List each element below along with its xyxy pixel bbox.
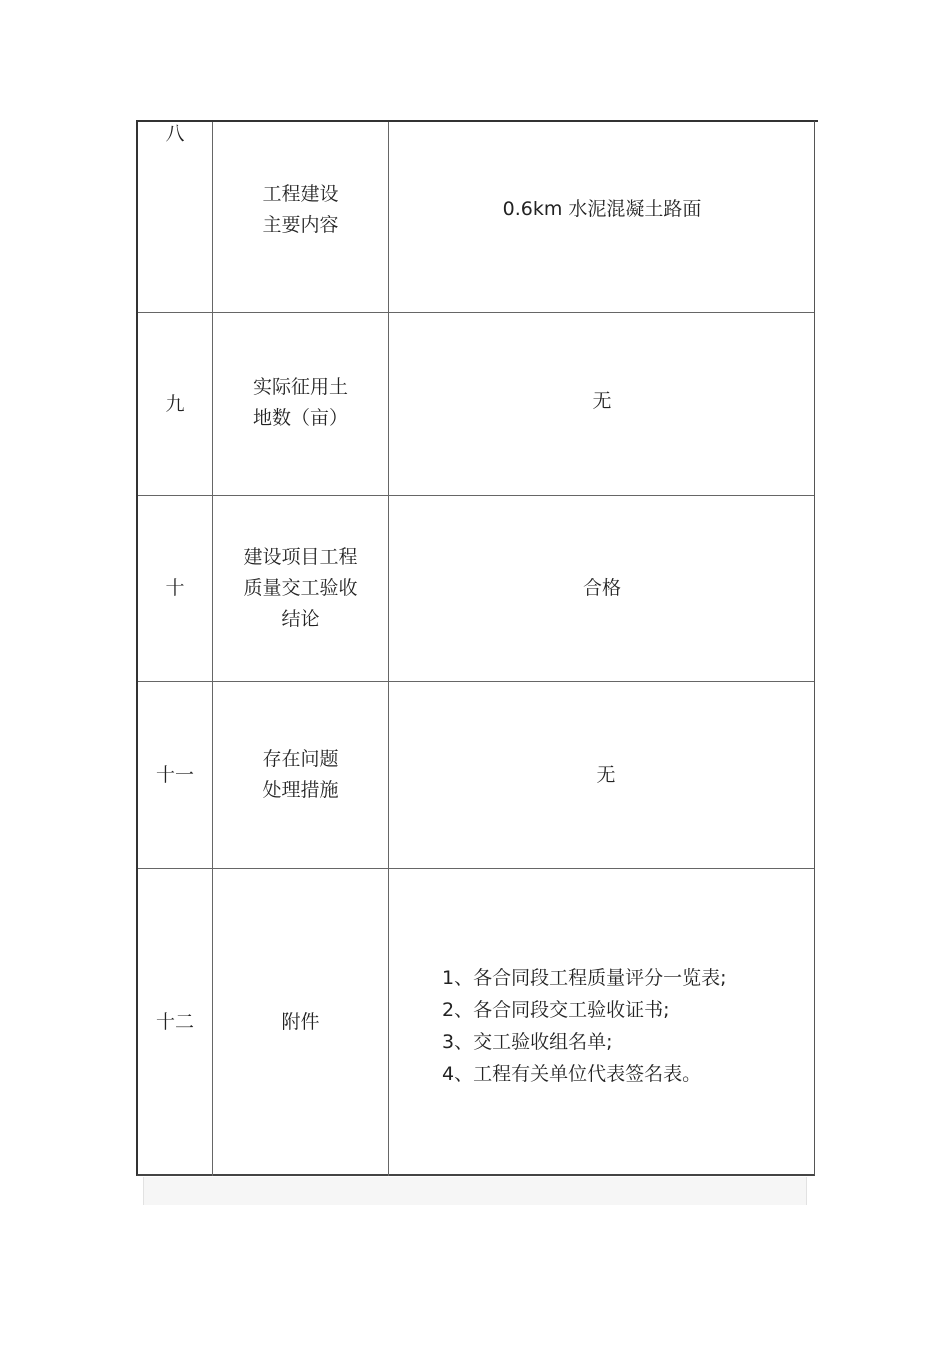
page-bottom-strip (143, 1177, 807, 1205)
row-label-line: 处理措施 (262, 779, 339, 801)
row-label-line: 结论 (281, 608, 320, 630)
row-number-cell (138, 682, 213, 868)
row-value-cell (389, 869, 815, 1176)
row-value: 合格 (582, 577, 621, 599)
row-number: 九 (165, 392, 185, 415)
row-number: 十一 (155, 763, 194, 786)
row-label-line: 工程建设 (262, 183, 339, 205)
acceptance-form-table (136, 120, 815, 1176)
row-label-line: 质量交工验收 (243, 577, 358, 599)
row-label-line: 建设项目工程 (243, 546, 358, 568)
row-value-cell (389, 682, 815, 868)
row-value: 0.6km 水泥混凝土路面 (502, 198, 702, 220)
attachment-item: 3、交工验收组名单; (442, 1030, 613, 1053)
row-label-line: 附件 (281, 1011, 320, 1033)
row-label-cell (213, 496, 389, 681)
row-label-line: 实际征用土 (252, 375, 348, 398)
attachment-list (442, 962, 727, 1090)
row-number: 十二 (155, 1011, 194, 1033)
row-number: 十 (165, 577, 185, 599)
row-label-cell (213, 682, 389, 868)
row-value-cell (389, 496, 815, 681)
row-label-cell (213, 122, 389, 312)
table-row-shi (138, 496, 814, 682)
row-number-cell (138, 496, 213, 681)
table-row-jiu (138, 313, 814, 496)
row-value-cell (389, 313, 815, 495)
table-top-rule-extension (815, 120, 818, 122)
attachment-item: 4、工程有关单位代表签名表。 (442, 1062, 702, 1085)
row-label-line: 存在问题 (262, 748, 339, 770)
row-label-line: 地数（亩） (252, 406, 348, 429)
row-value-cell (389, 122, 815, 312)
row-number-cell (138, 869, 213, 1176)
row-value: 无 (592, 389, 612, 412)
row-number: 八 (165, 123, 185, 145)
table-row-shier (138, 869, 814, 1176)
attachment-item: 1、各合同段工程质量评分一览表; (442, 966, 727, 989)
row-number-cell (138, 313, 213, 495)
row-label-cell (213, 869, 389, 1176)
attachment-item: 2、各合同段交工验收证书; (442, 998, 670, 1021)
table-row-shiyi (138, 682, 814, 869)
table-row-ba (138, 122, 814, 313)
row-value: 无 (596, 763, 616, 786)
row-number-cell (138, 122, 213, 312)
row-label-cell (213, 313, 389, 495)
row-label-line: 主要内容 (262, 214, 339, 236)
